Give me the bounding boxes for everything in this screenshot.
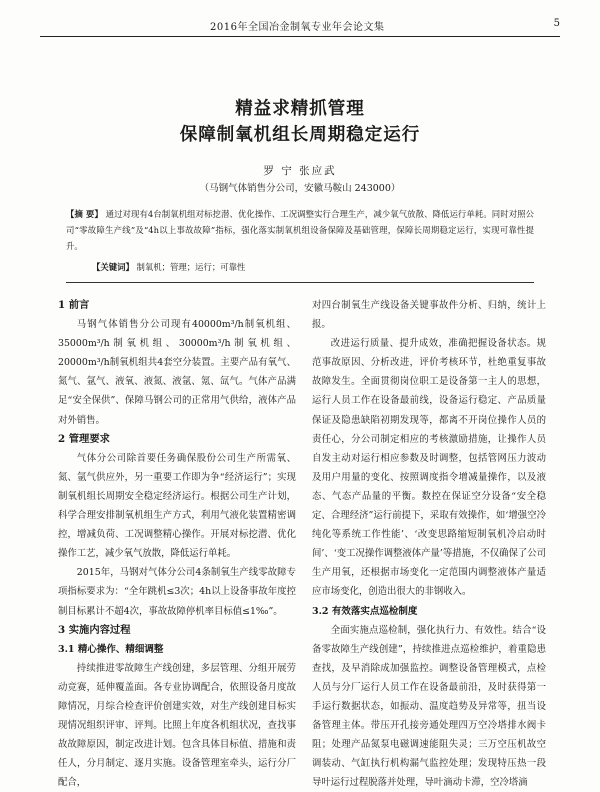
authors: 罗 宁 张应武: [263, 165, 337, 177]
body-paragraph: 2015年，马钢对气体分公司4条制氧生产线零故障专项指标要求为：“全年跳机≤3次；4h以上设备事故年度控制目标累计不超4次，事故故障停机率目标值≤1‰”。: [58, 567, 296, 617]
title-line-1: 精益求精抓管理: [235, 99, 365, 119]
abstract-text: 通过对现有4台制氧机组对标挖潜、优化操作、工况调整实行合理生产，减少氧气放散、降低运行单耗。同时对照公司“零故障生产线”及“4h以上事故故障”指标，强化落实制氧机组设备保障及基础管理，保障长周期稳定运行，实现可靠性提升。: [66, 209, 534, 251]
body-paragraph: 气体分公司除首要任务确保股份公司生产所需氧、氮、氩气供应外，另一重要工作即为争“经济运行”；实现制氧机组长周期安全稳定经济运行。根据公司生产计划，科学合理安排制氧机组生产方式，利用气液化装置精密调控，增减负荷、工况调整精心操作。开展对标挖潜、优化操作工艺，减少氧气放散，降低运行单耗。: [58, 452, 296, 560]
body-paragraph: 对四台制氧生产线设备关键事故件分析、归纳，统计上报。: [312, 300, 546, 331]
section-heading: 3.2 有效落实点巡检制度: [312, 605, 418, 617]
keywords-label: 【关键词】: [92, 262, 134, 272]
right-column: [312, 296, 546, 792]
section-heading: 3 实施内容过程: [58, 623, 131, 636]
section-heading: 2 管理要求: [58, 432, 110, 445]
page-number: 5: [553, 18, 560, 29]
body-paragraph: 马钢气体销售分公司现有40000m³/h制氧机组、35000m³/h制氧机组、30000m³/h制氧机组、20000m³/h制氧机组共4套空分装置。主要产品有氧气、氮气、氩气、液氧、液氮、液氩、氪、氙气。气体产品满足“安全保供”、保障马钢公司的正常用气供给，液体产品对外销售。: [58, 319, 296, 426]
keywords: [92, 261, 532, 273]
affiliation: （马钢气体销售分公司，安徽马鞍山 243000）: [199, 183, 401, 194]
left-column: [58, 296, 296, 792]
abstract-label: 【摘 要】: [66, 209, 103, 219]
running-header: [40, 18, 560, 37]
section-heading: 3.1 精心操作、精细调整: [58, 643, 164, 655]
divider: [66, 282, 534, 283]
header-title: 2016年全国冶金制氧专业年会论文集: [210, 22, 385, 33]
abstract: [66, 206, 534, 254]
title-line-2: 保障制氧机组长周期稳定运行: [179, 125, 421, 145]
body-paragraph: 全面实施点巡检制，强化执行力、有效性。结合“设备零故障生产线创建”，持续推进点巡检维护，着重隐患查找，及早消除成加强监控。调整设备管理模式，点检人员与分厂运行人员工作在设备最前沿，及时获得第一手运行数据状态，如振动、温度趋势及异常等，扭当设备管理主体。带压开孔接旁通处理四万空冷塔排水阀卡阻；处理产品氮泵电磁调速能阻失灵；三万空压机故空调装动、气缸执行机构漏气监控处理；发现特压热一段导叶运行过程脱落并处理，导叶滴动卡滞，空冷塔滴: [312, 624, 546, 789]
body-paragraph: 改进运行质量、提升成效，准确把握设备状态。规范事故原因、分析改进，评价考核环节，杜绝重复事故故障发生。全面贯彻岗位职工是设备第一主人的思想，运行人员工作在设备最前线，设备运行稳定、产品质量保证及隐患缺陷初期发现等，都离不开岗位操作人员的责任心，分公司制定相应的考核激励措施，让操作人员自发主动对运行相应参数及时调整，包括管网压力波动及用户用量的变化、按照调度指令增减量操作，以及液态、气态产品量的平衡。数控在保证空分设备“安全稳定、合理经济”运行前提下，采取有效操作，如‘增强空冷纯化等系统工作性能’、‘改变思路缩短制氧机冷启动时间’、‘变工况操作调整液体产量’等措施，不仅确保了公司生产用氧，还根据市场变化一定范围内调整液体产量适应市场变化，创造出很大的非钢收入。: [312, 338, 546, 598]
keywords-text: 制氧机；管理；运行；可靠性: [136, 262, 246, 272]
body-paragraph: 持续推进零故障生产线创建，多层管理、分组开展劳动竞赛，延伸覆盖面。各专业协调配合，依照设备月度故障情况，月综合检查评价创建实效，对生产线创建目标实现情况组织评审、评判。比照上年度各机组状况，查找事故故障原因，制定改进计划。包含具体目标值、措施和责任人，分月制定、逐月实施。设备管理室牵头，运行分厂配合，: [58, 662, 296, 789]
section-heading: 1 前言: [58, 299, 90, 311]
